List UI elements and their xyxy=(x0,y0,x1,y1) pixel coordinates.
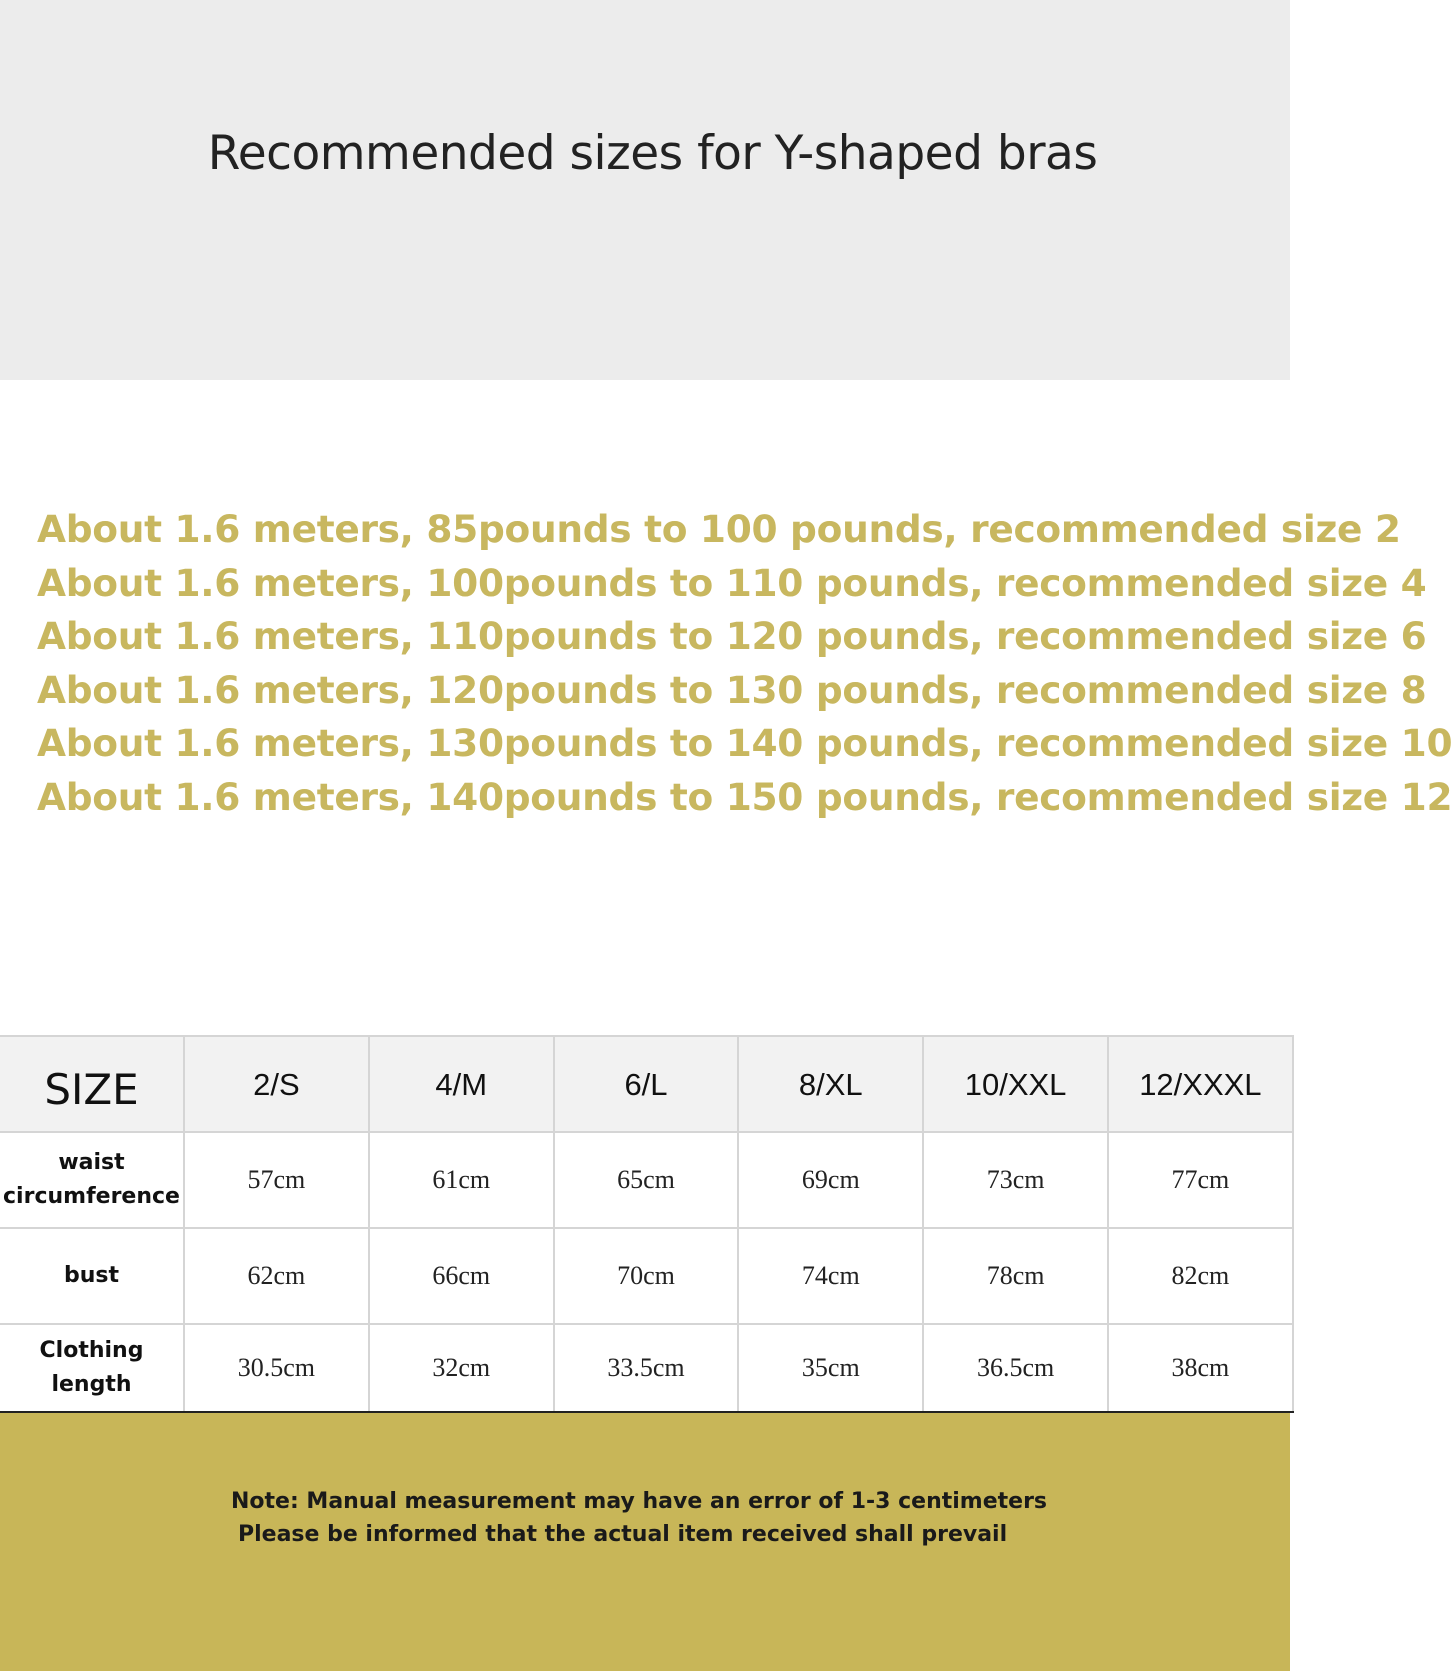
table-header-row xyxy=(0,1036,1293,1132)
recommendation-item: About 1.6 meters, 85pounds to 100 pounds, recommended size 2 xyxy=(37,507,1401,551)
measurement-note xyxy=(231,1485,1047,1551)
recommendation-item: About 1.6 meters, 100pounds to 110 pounds, recommended size 4 xyxy=(37,560,1427,605)
size-column-header: 10/XXL xyxy=(923,1036,1108,1132)
row-label-bust: bust xyxy=(0,1228,184,1324)
recommendation-item: About 1.6 meters, 120pounds to 130 pounds, recommended size 8 xyxy=(37,667,1427,712)
table-cell: 77cm xyxy=(1108,1132,1293,1228)
table-row xyxy=(0,1228,1293,1324)
size-column-header: 4/M xyxy=(369,1036,554,1132)
table-cell: 65cm xyxy=(554,1132,739,1228)
recommendation-item: About 1.6 meters, 110pounds to 120 pounds, recommended size 6 xyxy=(37,614,1427,659)
table-cell: 70cm xyxy=(554,1228,739,1324)
header-banner xyxy=(0,0,1290,380)
size-chart-table xyxy=(0,1035,1294,1413)
table-cell: 74cm xyxy=(738,1228,923,1324)
size-column-header: 12/XXXL xyxy=(1108,1036,1293,1132)
table-cell: 36.5cm xyxy=(923,1324,1108,1412)
table-cell: 66cm xyxy=(369,1228,554,1324)
row-label-line: waist xyxy=(58,1150,125,1175)
size-column-header: 2/S xyxy=(184,1036,369,1132)
row-label-line: circumference xyxy=(3,1184,180,1209)
table-cell: 62cm xyxy=(184,1228,369,1324)
table-cell: 61cm xyxy=(369,1132,554,1228)
table-row xyxy=(0,1324,1293,1412)
size-column-header: 6/L xyxy=(554,1036,739,1132)
note-line: Please be informed that the actual item received shall prevail xyxy=(238,1522,1008,1547)
row-label-clothing-length: Clothing length xyxy=(0,1324,184,1412)
table-cell: 30.5cm xyxy=(184,1324,369,1412)
table-cell: 69cm xyxy=(738,1132,923,1228)
size-header-label: SIZE xyxy=(0,1036,184,1132)
table-cell: 73cm xyxy=(923,1132,1108,1228)
size-column-header: 8/XL xyxy=(738,1036,923,1132)
row-label-waist xyxy=(0,1132,184,1228)
note-line: Note: Manual measurement may have an error of 1-3 centimeters xyxy=(231,1489,1048,1514)
table-cell: 38cm xyxy=(1108,1324,1293,1412)
table-cell: 57cm xyxy=(184,1132,369,1228)
table-cell: 82cm xyxy=(1108,1228,1293,1324)
table-cell: 35cm xyxy=(738,1324,923,1412)
page-title: Recommended sizes for Y-shaped bras xyxy=(207,126,1098,181)
recommendation-item: About 1.6 meters, 130pounds to 140 pounds, recommended size 10 xyxy=(37,721,1452,766)
table-row xyxy=(0,1132,1293,1228)
table-cell: 32cm xyxy=(369,1324,554,1412)
recommendation-list xyxy=(37,503,1452,825)
table-cell: 33.5cm xyxy=(554,1324,739,1412)
table-cell: 78cm xyxy=(923,1228,1108,1324)
recommendation-item: About 1.6 meters, 140pounds to 150 pounds, recommended size 12 xyxy=(37,774,1452,819)
